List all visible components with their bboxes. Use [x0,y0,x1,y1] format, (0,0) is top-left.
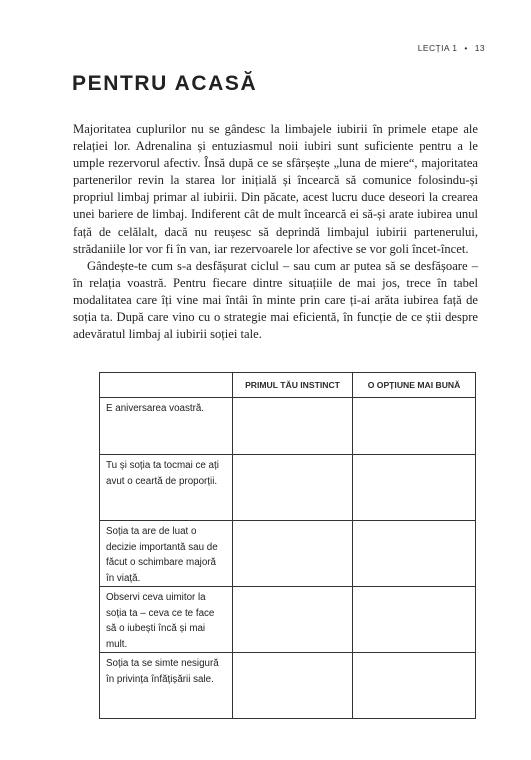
running-header [418,43,485,53]
table-row [100,398,476,455]
table-header-row [100,373,476,398]
header-empty-cell [100,373,233,398]
exercise-table [99,372,476,719]
header-better-option: O OPȚIUNE MAI BUNĂ [353,373,476,398]
header-first-instinct: PRIMUL TĂU INSTINCT [233,373,353,398]
table-row [100,455,476,521]
situation-cell: Soția ta se simte nesigură în privința înfățișării sale. [100,653,233,719]
better-option-cell[interactable] [353,587,476,653]
better-option-cell[interactable] [353,455,476,521]
page-title: PENTRU ACASĂ [72,72,258,95]
situation-cell: Soția ta are de luat o decizie importantă sau de făcut o schimbare majoră în viață. [100,521,233,587]
table-row [100,653,476,719]
situation-cell: E aniversarea voastră. [100,398,233,455]
paragraph: Gândește-te cum s-a desfășurat ciclul – sau cum ar putea să se desfășoare – în relația voastră. Pentru fiecare dintre situațiile de mai jos, trece în tabel modalitatea care îți vine mai întâi în minte prin care ți-ai arăta iubirea față de soția ta. După care vino cu o strategie mai eficientă, în funcție de ce știi despre adevăratul limbaj al iubirii soției tale. [73,258,478,342]
better-option-cell[interactable] [353,398,476,455]
paragraph: Majoritatea cuplurilor nu se gândesc la limbajele iubirii în primele etape ale relației lor. Adrenalina și entuziasmul noii iubiri sunt suficiente pentru a le umple rezervorul afectiv. Însă după ce se sfârșește „luna de miere“, majoritatea partenerilor revin la starea lor inițială și încearcă să comunice folosindu-și propriul limbaj primar al iubirii. Din păcate, acest lucru duce deseori la crearea unei bariere de limbaj. Indiferent cât de mult încearcă ei să-și arate iubirea unul față de celălalt, dacă nu reușesc să deprindă limbajul iubirii partenerului, strădaniile lor vor fi în van, iar rezervoarele lor afective se vor goli încet-încet. [73,122,478,256]
body-text [73,121,478,343]
header-separator: • [464,43,468,53]
first-instinct-cell[interactable] [233,455,353,521]
better-option-cell[interactable] [353,653,476,719]
better-option-cell[interactable] [353,521,476,587]
page-number: 13 [474,43,485,53]
table-row [100,587,476,653]
first-instinct-cell[interactable] [233,653,353,719]
first-instinct-cell[interactable] [233,398,353,455]
situation-cell: Observi ceva uimitor la soția ta – ceva ce te face să o iubești încă și mai mult. [100,587,233,653]
first-instinct-cell[interactable] [233,521,353,587]
first-instinct-cell[interactable] [233,587,353,653]
situation-cell: Tu și soția ta tocmai ce ați avut o ceartă de proporții. [100,455,233,521]
section-label: LECȚIA 1 [417,43,458,53]
table-row [100,521,476,587]
